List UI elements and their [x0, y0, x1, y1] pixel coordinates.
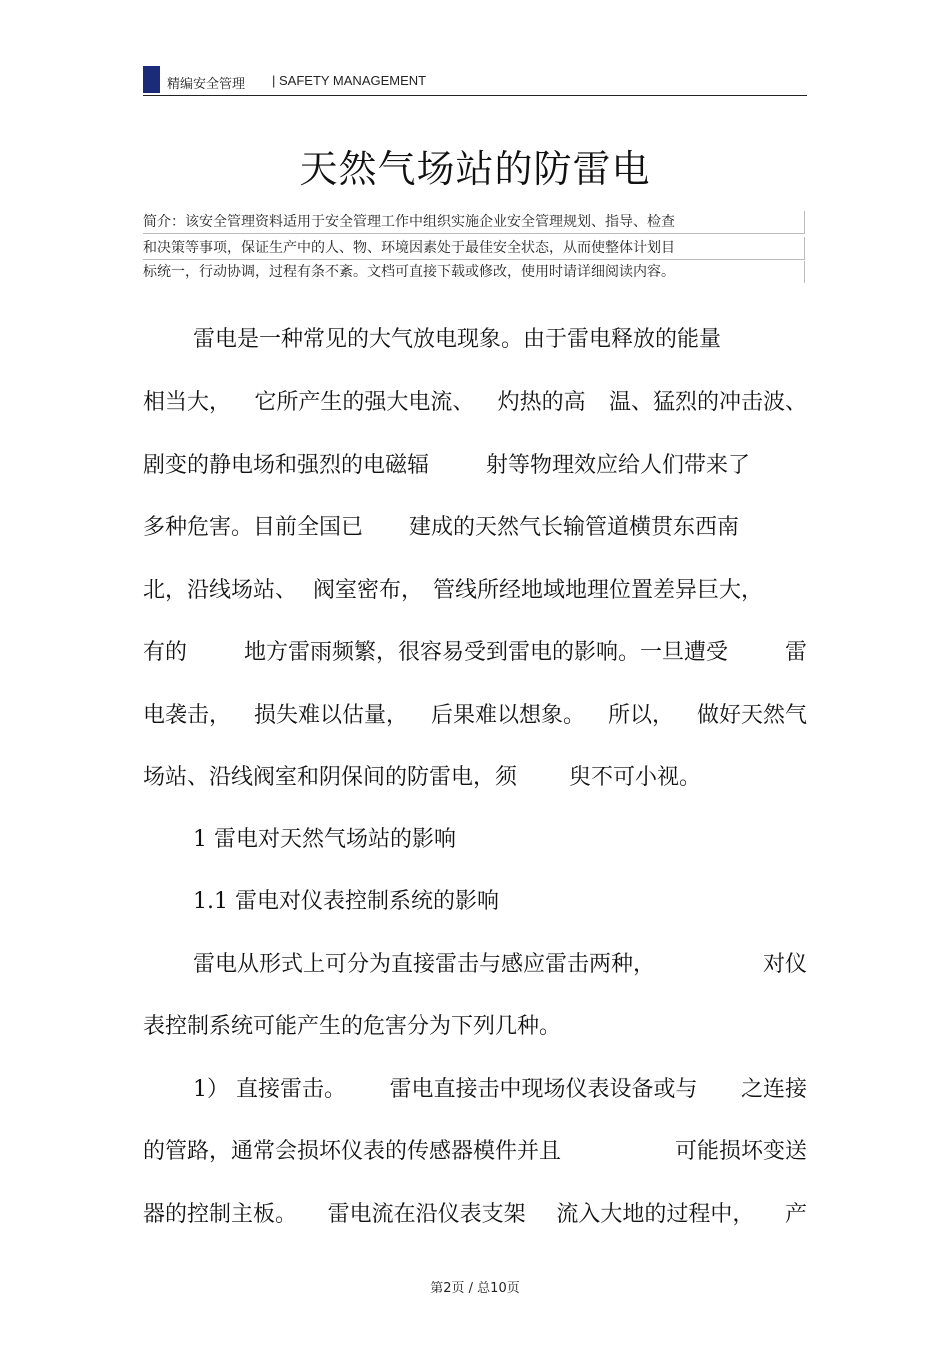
text-segment: 之连接 [740, 1077, 807, 1102]
text-segment: 灼热的高 [497, 390, 586, 415]
body-line [143, 636, 807, 670]
text-segment: 所以， [607, 703, 674, 728]
page-number: 第2页 / 总10页 [430, 1281, 520, 1296]
text-segment: 阀室密布， [313, 578, 424, 603]
body-line [193, 948, 807, 982]
body-line [143, 574, 807, 608]
text-segment: 做好天然气 [696, 703, 807, 728]
section-heading [193, 823, 807, 857]
text-segment: 雷电是一种常见的大气放电现象。由于雷电释放的能量 [193, 327, 722, 352]
text-segment: 臾不可小视。 [569, 765, 702, 790]
body-line [143, 1010, 807, 1044]
text-segment: 1） 直接雷击。 [193, 1077, 346, 1102]
body-line [143, 761, 807, 795]
text-segment: 管线所经地域地理位置差异巨大， [433, 578, 764, 603]
body-line [193, 323, 807, 357]
body-line [143, 386, 807, 420]
header-rule [143, 95, 807, 96]
text-segment: 电袭击， [143, 703, 232, 728]
intro-line: 和决策等事项，保证生产中的人、物、环境因素处于最佳安全状态，从而使整体计划目 [143, 237, 805, 260]
text-segment: 剧变的静电场和强烈的电磁辐 [143, 453, 430, 478]
body-line [143, 449, 807, 483]
text-segment: 的管路，通常会损坏仪表的传感器模件并且 [143, 1139, 562, 1164]
text-segment: 射等物理效应给人们带来了 [486, 453, 751, 478]
intro-line: 标统一，行动协调，过程有条不紊。文档可直接下载或修改，使用时请详细阅读内容。 [143, 261, 805, 283]
text-segment: 表控制系统可能产生的危害分为下列几种。 [143, 1014, 562, 1039]
text-segment: 雷电从形式上可分为直接雷击与感应雷击两种， [193, 952, 656, 977]
text-segment: 场站、沿线阀室和阴保间的防雷电，须 [143, 765, 518, 790]
text-segment: 相当大， [143, 390, 232, 415]
text-segment: 北，沿线场站、 [143, 578, 298, 603]
brand-logo [143, 66, 160, 93]
header-brand-en: | SAFETY MANAGEMENT [272, 73, 427, 88]
text-segment: 流入大地的过程中， [556, 1202, 755, 1227]
text-segment: 地方雷雨频繁，很容易受到雷电的影响。一旦遭受 [243, 640, 728, 665]
text-segment: 它所产生的强大电流、 [254, 390, 475, 415]
text-segment: 有的 [143, 640, 188, 665]
text-segment: 产 [784, 1202, 807, 1227]
text-segment: 多种危害。目前全国已 [143, 515, 364, 540]
text-segment: 损失难以估量， [253, 703, 408, 728]
text-segment: 1 雷电对天然气场站的影响 [193, 827, 456, 852]
text-segment: 对仪 [762, 952, 807, 977]
section-heading [193, 885, 807, 919]
header-brand-cn: 精编安全管理 [167, 77, 246, 92]
text-segment: 1.1 雷电对仪表控制系统的影响 [193, 889, 499, 914]
intro-line: 简介：该安全管理资料适用于安全管理工作中组织实施企业安全管理规划、指导、检查 [143, 211, 805, 234]
text-segment: 雷电流在沿仪表支架 [327, 1202, 526, 1227]
body-line [143, 1198, 807, 1232]
body-line [143, 511, 807, 545]
text-segment: 可能损坏变送 [674, 1139, 807, 1164]
text-segment: 温、猛烈的冲击波、 [608, 390, 807, 415]
body-line [143, 699, 807, 733]
text-segment: 雷 [784, 640, 807, 665]
text-segment: 雷电直接击中现场仪表设备或与 [389, 1077, 698, 1102]
document-title: 天然气场站的防雷电 [299, 147, 651, 191]
body-line [193, 1073, 807, 1107]
text-segment: 器的控制主板。 [143, 1202, 298, 1227]
text-segment: 建成的天然气长输管道横贯东西南 [409, 515, 740, 540]
text-segment: 后果难以想象。 [430, 703, 585, 728]
body-line [143, 1135, 807, 1169]
